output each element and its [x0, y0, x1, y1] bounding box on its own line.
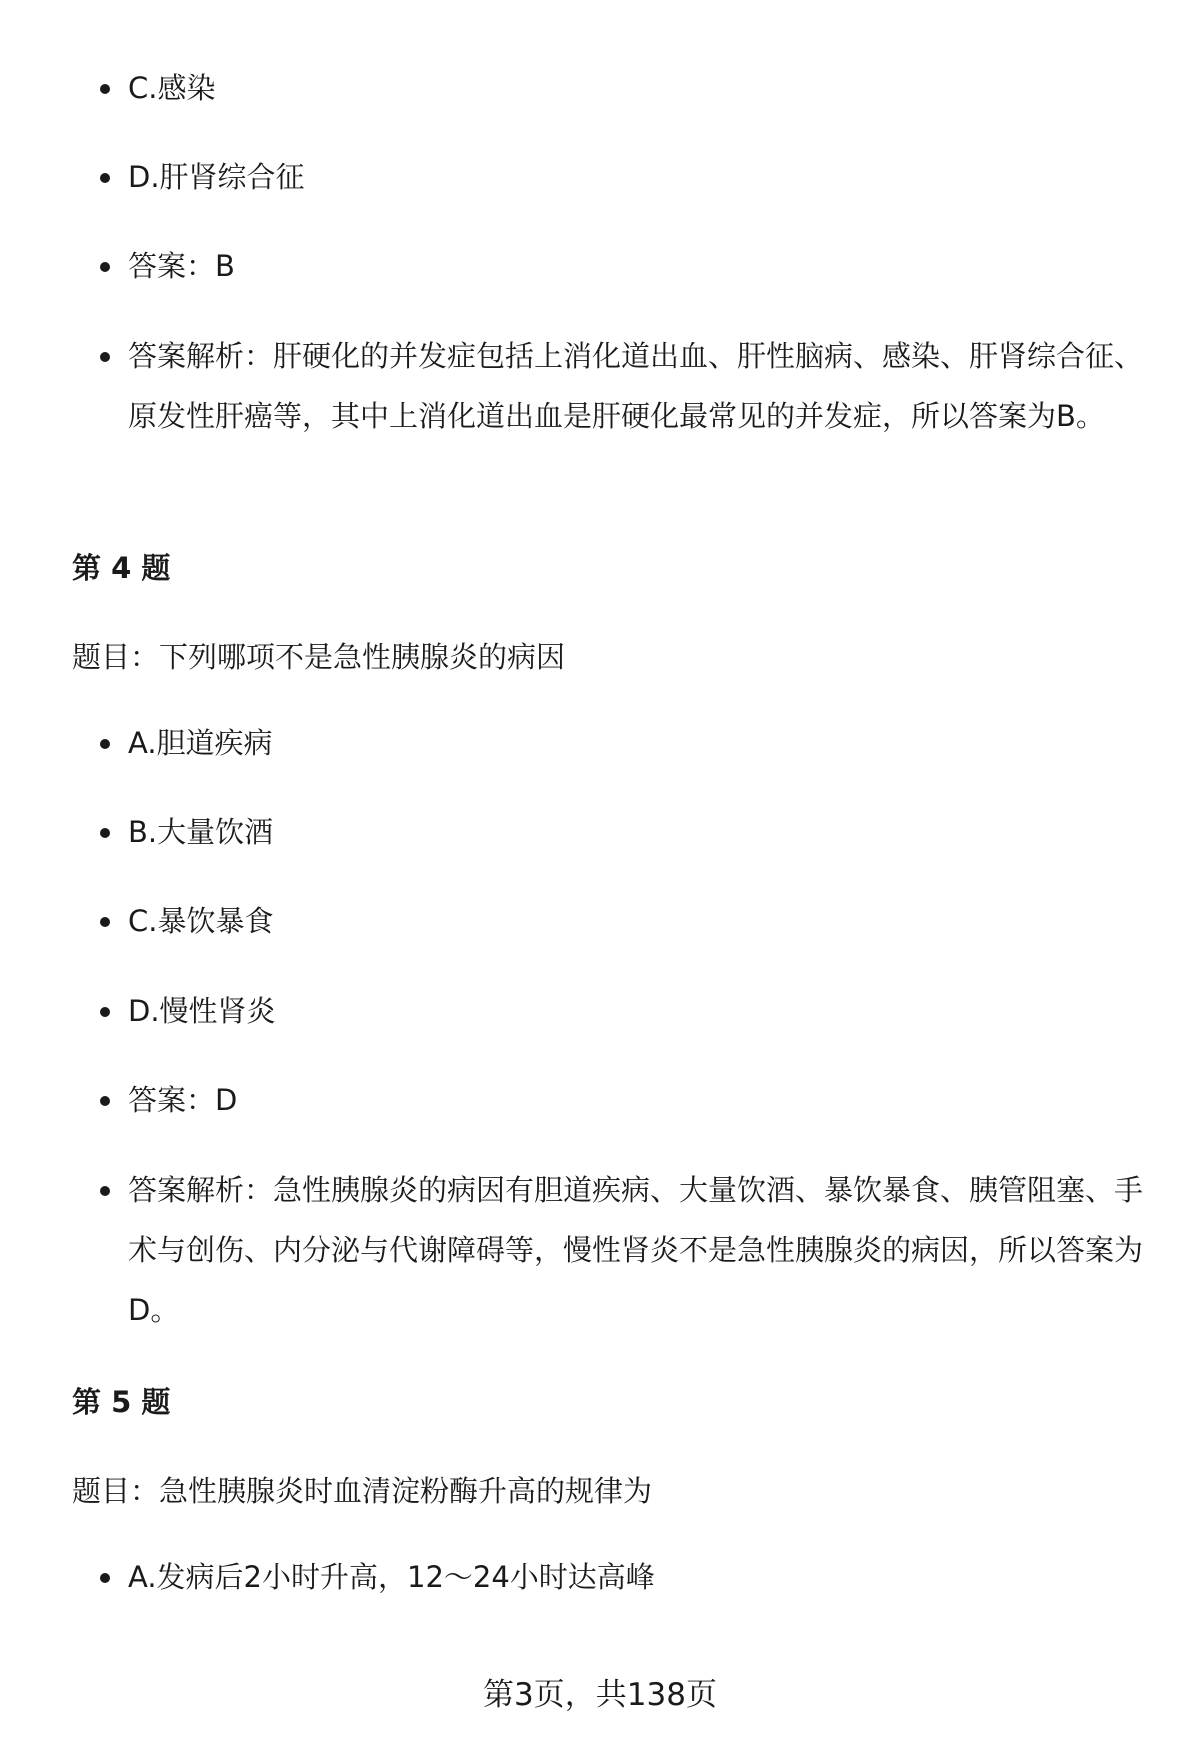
bullet-icon: [100, 828, 110, 838]
list-item-answer: [72, 236, 1152, 296]
bullet-icon: [100, 1186, 110, 1196]
question-heading: 第 4 题: [72, 551, 171, 585]
answer-text: 答案：D: [128, 1083, 238, 1117]
option-text: B.大量饮酒: [128, 815, 274, 849]
list-item-option-a: [72, 1547, 1152, 1607]
answer-text: 答案：B: [128, 249, 235, 283]
list-item-answer: [72, 1070, 1152, 1130]
bullet-icon: [100, 84, 110, 94]
bullet-icon: [100, 173, 110, 183]
option-text: C.感染: [128, 71, 216, 105]
bullet-icon: [100, 1007, 110, 1017]
option-text: A.胆道疾病: [128, 726, 273, 760]
list-item-option-d: [72, 981, 1152, 1041]
option-text: C.暴饮暴食: [128, 904, 274, 938]
page-number: 第3页，共138页: [483, 1677, 717, 1713]
list-item-option-b: [72, 802, 1152, 862]
list-item-explanation: [72, 1160, 1152, 1340]
list-item-option-c: [72, 58, 1152, 118]
list-item-option-c: [72, 891, 1152, 951]
bullet-icon: [100, 917, 110, 927]
bullet-icon: [100, 352, 110, 362]
question-text: 题目：下列哪项不是急性胰腺炎的病因: [72, 640, 566, 674]
question-text: 题目：急性胰腺炎时血清淀粉酶升高的规律为: [72, 1474, 653, 1508]
option-text: A.发病后2小时升高，12～24小时达高峰: [128, 1560, 655, 1594]
list-item-option-d: [72, 147, 1152, 207]
bullet-icon: [100, 1573, 110, 1583]
question-heading: 第 5 题: [72, 1385, 171, 1419]
bullet-icon: [100, 1096, 110, 1106]
list-item-explanation: [72, 326, 1152, 446]
list-item-option-a: [72, 713, 1152, 773]
bullet-icon: [100, 262, 110, 272]
option-text: D.肝肾综合征: [128, 160, 305, 194]
explanation-text: 答案解析：肝硬化的并发症包括上消化道出血、肝性脑病、感染、肝肾综合征、原发性肝癌等，其中上消化道出血是肝硬化最常见的并发症，所以答案为B。: [128, 339, 1144, 433]
explanation-text: 答案解析：急性胰腺炎的病因有胆道疾病、大量饮酒、暴饮暴食、胰管阻塞、手术与创伤、内分泌与代谢障碍等，慢性肾炎不是急性胰腺炎的病因，所以答案为D。: [128, 1173, 1144, 1327]
option-text: D.慢性肾炎: [128, 994, 276, 1028]
bullet-icon: [100, 739, 110, 749]
